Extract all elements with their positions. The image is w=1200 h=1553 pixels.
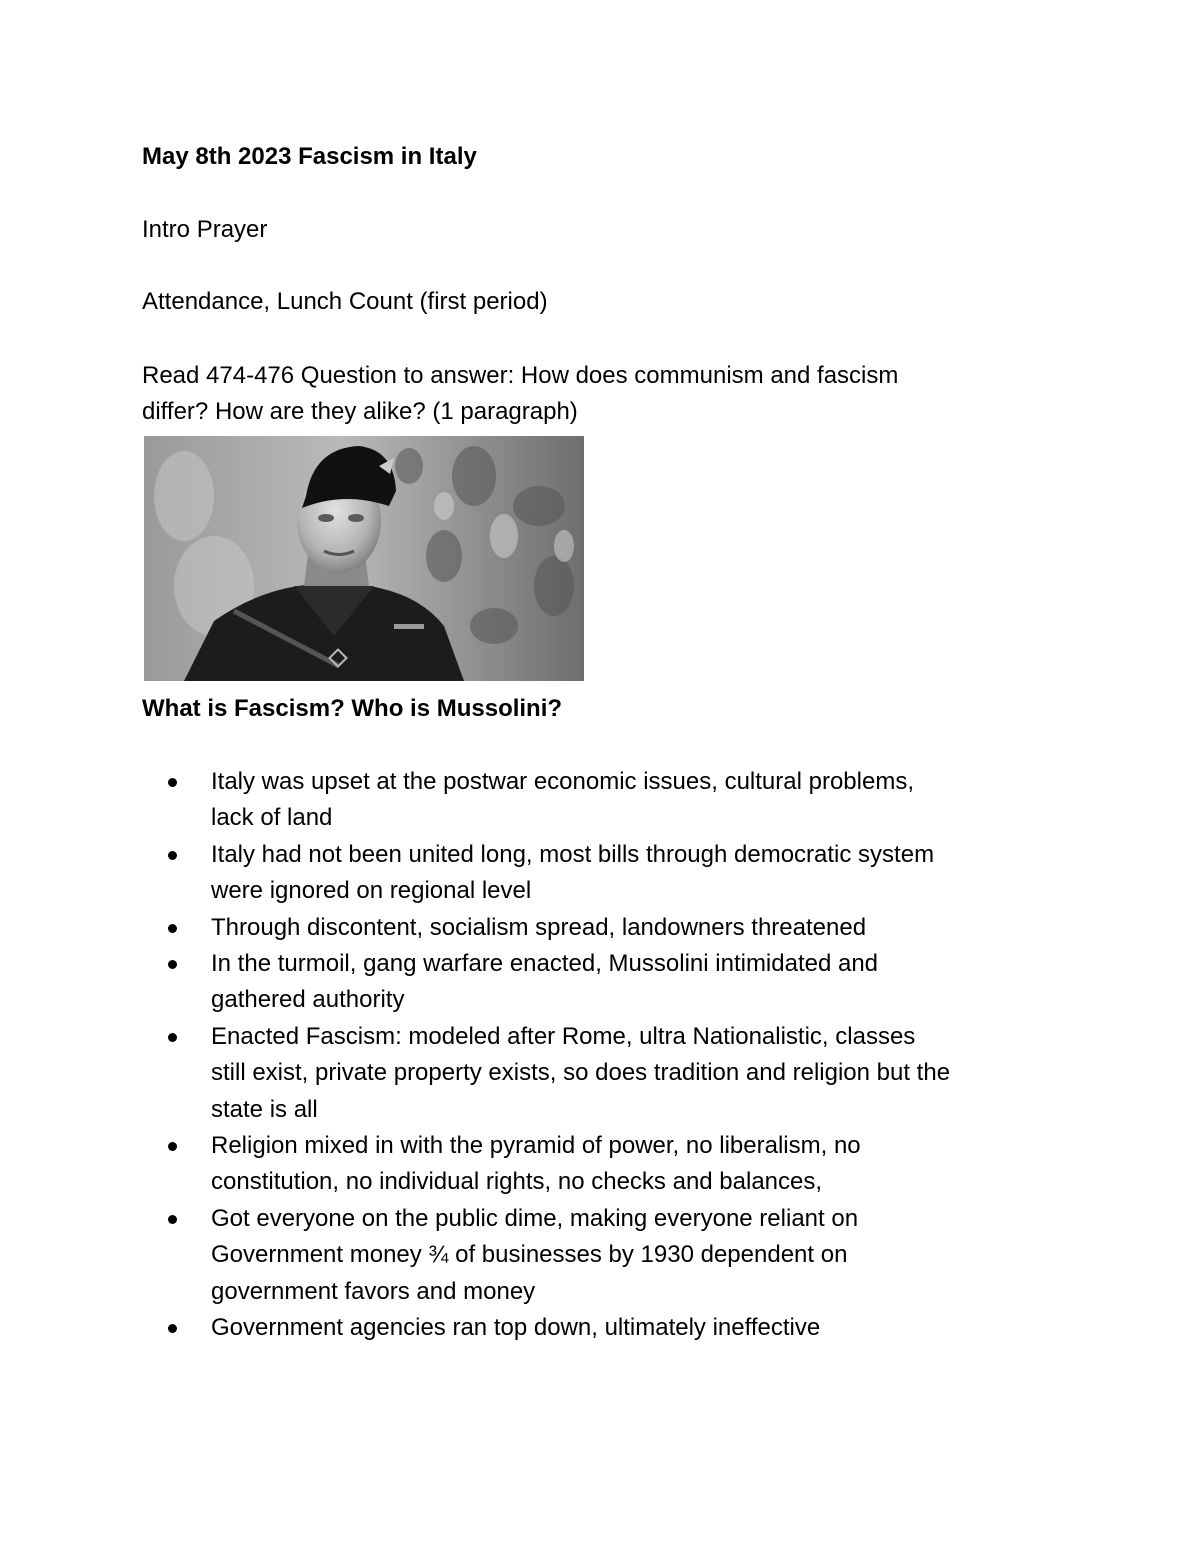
list-item-line: Government money ¾ of businesses by 1930 dependent on: [211, 1241, 848, 1269]
list-item: [0, 837, 1200, 910]
list-item-line: lack of land: [211, 804, 333, 832]
bullet-dot-icon: [168, 924, 177, 933]
section-heading: What is Fascism? Who is Mussolini?: [142, 695, 563, 722]
list-item-line: Italy was upset at the postwar economic issues, cultural problems,: [211, 768, 914, 795]
bullet-dot-icon: [168, 1215, 177, 1224]
list-item-line: Government agencies ran top down, ultimately ineffective: [211, 1314, 821, 1342]
list-item-line: gathered authority: [211, 986, 405, 1014]
intro-prayer-line: Intro Prayer: [142, 216, 268, 243]
bullet-dot-icon: [168, 851, 177, 860]
reading-line-1: Read 474-476 Question to answer: How does communism and fascism: [142, 362, 899, 389]
list-item-line: were ignored on regional level: [211, 877, 532, 905]
list-item: [0, 910, 1200, 946]
list-item-line: In the turmoil, gang warfare enacted, Mussolini intimidated and: [211, 950, 879, 978]
list-item: [0, 1201, 1200, 1310]
bullet-dot-icon: [168, 778, 177, 787]
list-item-line: still exist, private property exists, so does tradition and religion but the: [211, 1059, 951, 1087]
list-item-line: government favors and money: [211, 1277, 536, 1305]
attendance-line: Attendance, Lunch Count (first period): [142, 288, 548, 315]
list-item: [0, 1128, 1200, 1201]
reading-assignment: [142, 358, 898, 430]
bullet-dot-icon: [168, 1324, 177, 1333]
list-item-line: Religion mixed in with the pyramid of power, no liberalism, no: [211, 1132, 861, 1160]
list-item-line: Got everyone on the public dime, making everyone reliant on: [211, 1204, 859, 1232]
bullet-dot-icon: [168, 1142, 177, 1151]
list-item: [0, 764, 1200, 837]
bullet-dot-icon: [168, 1033, 177, 1042]
list-item-line: Italy had not been united long, most bills through democratic system: [211, 840, 935, 868]
document-title: May 8th 2023 Fascism in Italy: [142, 143, 477, 170]
portrait-photo: [144, 436, 584, 681]
list-item-line: constitution, no individual rights, no checks and balances,: [211, 1168, 823, 1196]
list-item-line: state is all: [211, 1095, 318, 1123]
photograph-portrait-icon: [144, 436, 584, 681]
bullet-list: [0, 764, 1200, 1347]
list-item: [0, 1310, 1200, 1346]
list-item-line: Enacted Fascism: modeled after Rome, ultra Nationalistic, classes: [211, 1022, 916, 1050]
list-item: [0, 1019, 1200, 1128]
list-item-line: Through discontent, socialism spread, landowners threatened: [211, 913, 867, 941]
bullet-dot-icon: [168, 960, 177, 969]
list-item: [0, 946, 1200, 1019]
reading-line-2: differ? How are they alike? (1 paragraph): [142, 398, 578, 425]
